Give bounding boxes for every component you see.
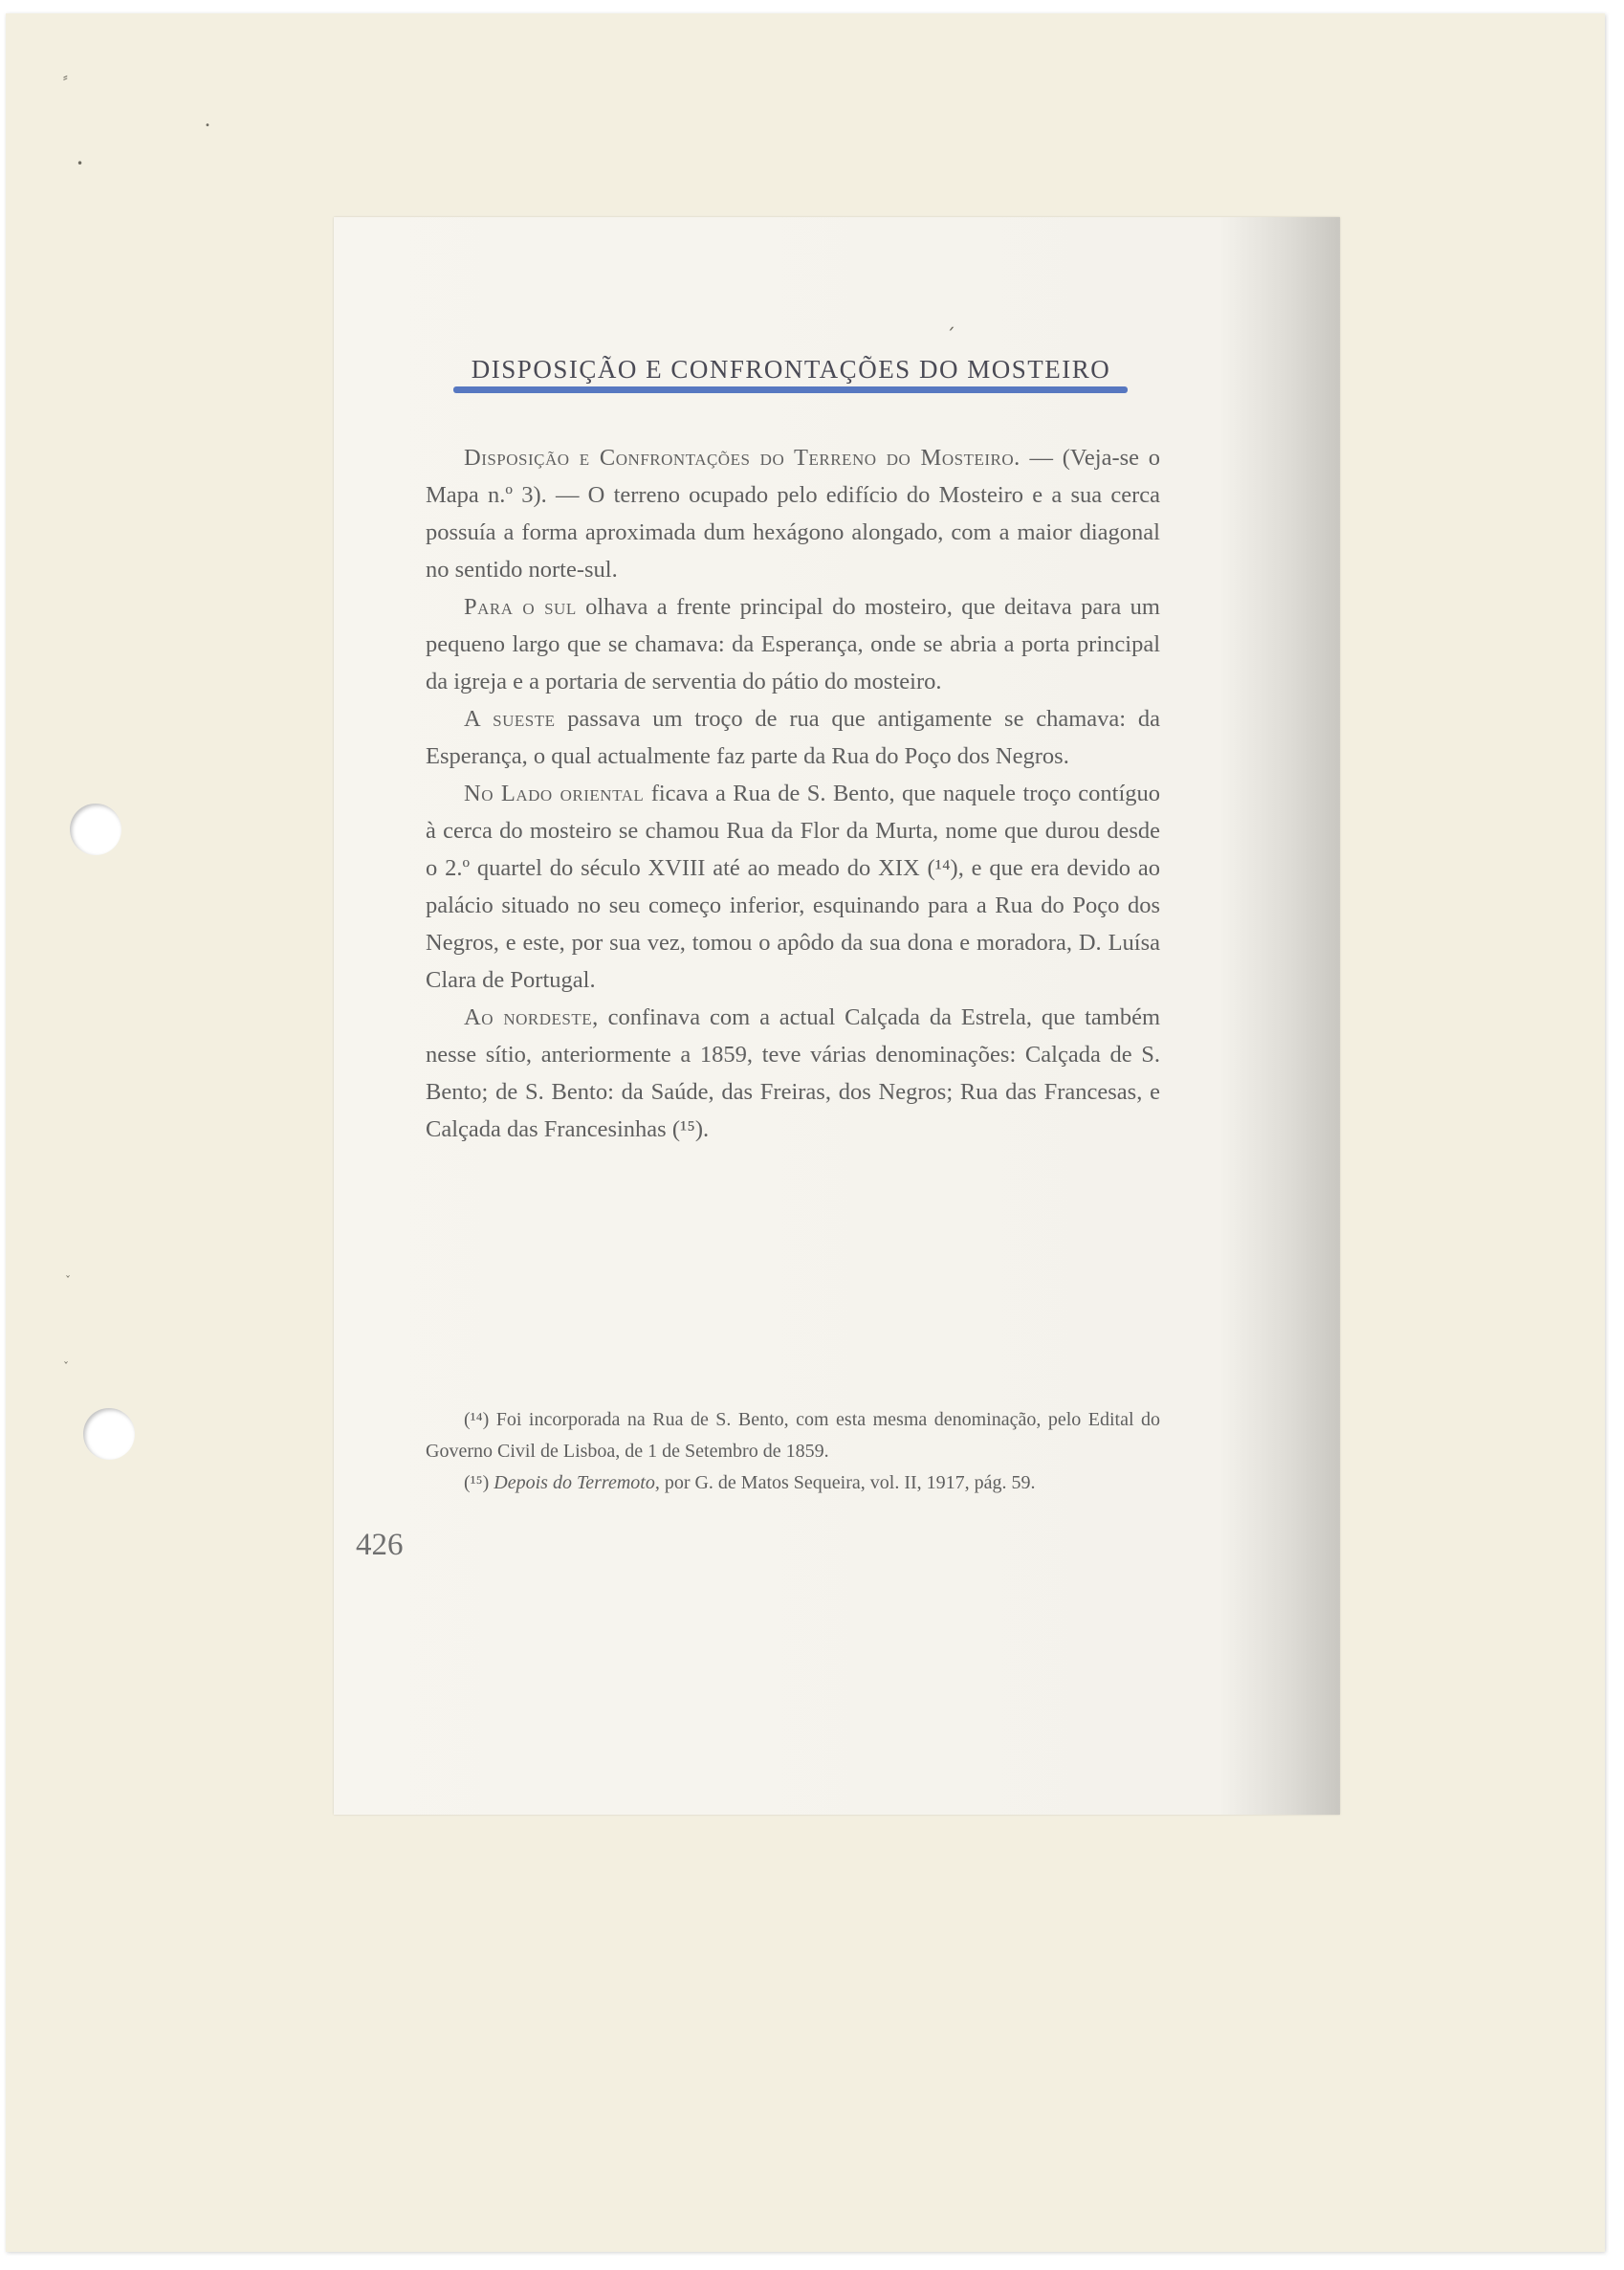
accent-mark-icon: ˊ (946, 324, 955, 347)
pencil-mark-icon: ˇ (65, 1274, 71, 1288)
pencil-mark-icon: • (205, 121, 210, 131)
pencil-mark-icon: ⸗ (63, 70, 68, 85)
footnote-mark: (¹⁴) (464, 1409, 490, 1430)
page-number: 426 (356, 1528, 404, 1562)
footnote-title: Depois do Terremoto, (494, 1472, 660, 1493)
paragraph-text: olhava a frente principal do mosteiro, que deitava para um pequeno largo que se chamava: da Esperança, onde se abria a porta principal da igreja e a portaria de serventia do pátio do mosteiro. (426, 594, 1160, 694)
paragraph-text: ficava a Rua de S. Bento, que naquele troço contíguo à cerca do mosteiro se chamou Rua da Flor da Murta, nome que durou desde o 2.º quartel do século XVIII até ao meado do XIX (¹⁴), e que era devido ao palácio situado no seu começo inferior, esquinando para a Rua do Poço dos Negros, e este, por sua vez, tomou o apôdo da sua dona e moradora, D. Luísa Clara de Portugal. (426, 781, 1161, 993)
document-clipping (334, 217, 1340, 1815)
footnotes (426, 1404, 1160, 1499)
paragraph (426, 999, 1160, 1148)
punch-hole-bottom (83, 1408, 135, 1460)
footnote (426, 1467, 1160, 1499)
paragraph-lead: Disposição e Confrontações do Terreno do Mosteiro. (464, 445, 1020, 471)
pencil-mark-icon: • (77, 157, 84, 170)
footnote-mark: (¹⁵) (464, 1472, 490, 1493)
paragraph-text: — (Veja-se o Mapa n.º 3). — O terreno ocupado pelo edifício do Mosteiro e a sua cerca possuía a forma aproximada dum hexágono alongado, com a maior diagonal no sentido norte-sul. (426, 445, 1161, 583)
paragraph-lead: Ao nordeste, (464, 1004, 599, 1030)
paragraph-text: passava um troço de rua que antigamente se chamava: da Esperança, o qual actualmente faz parte da Rua do Poço dos Negros. (426, 706, 1160, 769)
paragraph (426, 775, 1160, 999)
paragraph (426, 439, 1160, 588)
paragraph-lead: Para o sul (464, 594, 577, 620)
archive-sheet (6, 13, 1605, 2252)
paragraph (426, 700, 1160, 775)
footnote-text: por G. de Matos Sequeira, vol. II, 1917, pág. 59. (659, 1472, 1036, 1493)
section-header: DISPOSIÇÃO E CONFRONTAÇÕES DO MOSTEIRO (471, 355, 1111, 384)
footnote (426, 1404, 1160, 1467)
paragraph-text: confinava com a actual Calçada da Estrela, que também nesse sítio, anteriormente a 1859, teve várias denominações: Calçada de S. Bento; de S. Bento: da Saúde, das Freiras, dos Negros; Rua das Francesas, e Calçada das Francesinhas (¹⁵). (426, 1004, 1161, 1142)
paragraph-lead: A sueste (464, 706, 556, 732)
paragraph (426, 588, 1160, 700)
footnote-text: Foi incorporada na Rua de S. Bento, com esta mesma denominação, pelo Edital do Governo Civil de Lisboa, de 1 de Setembro de 1859. (426, 1409, 1160, 1462)
punch-hole-top (70, 804, 121, 855)
paragraph-lead: No Lado oriental (464, 781, 645, 806)
body-text (426, 439, 1160, 1148)
highlight-underline (453, 386, 1128, 393)
pencil-mark-icon: ˇ (63, 1360, 69, 1374)
